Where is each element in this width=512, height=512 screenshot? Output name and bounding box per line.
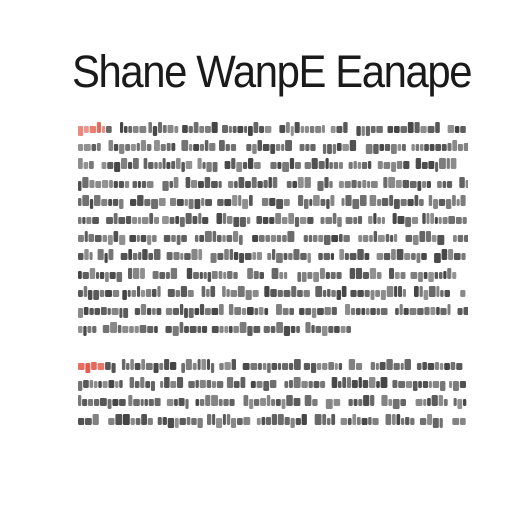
word-glyphs [78,217,99,224]
word-glyphs [243,359,301,373]
word-glyphs [270,158,301,172]
word-glyphs [332,377,388,388]
word-glyphs [417,362,463,370]
text-line [78,137,468,155]
word-glyphs [392,380,445,391]
word-glyphs [128,395,160,406]
word-glyphs [315,286,346,300]
word-glyphs [186,177,222,188]
word-glyphs [297,268,341,282]
word-glyphs [181,359,214,373]
word-glyphs [366,144,406,154]
text-line [78,228,468,246]
word-glyphs [305,158,343,169]
word-glyphs [377,249,427,263]
word-glyphs [78,395,126,409]
word-glyphs [148,122,178,136]
word-glyphs [202,286,215,297]
word-glyphs [389,268,406,279]
word-glyphs [135,304,162,315]
word-glyphs [182,122,218,133]
word-glyphs [181,140,215,151]
word-glyphs [228,177,277,188]
word-glyphs [420,414,443,428]
word-glyphs [222,122,271,136]
word-glyphs [187,268,238,282]
word-glyphs [370,195,424,209]
text-line [78,174,468,192]
word-glyphs [395,304,450,315]
word-glyphs [154,140,175,151]
word-glyphs [279,122,325,136]
word-glyphs [78,380,123,391]
word-glyphs [78,249,93,260]
word-glyphs [222,286,259,300]
word-glyphs [346,216,363,224]
word-glyphs [339,180,378,188]
word-glyphs [98,249,114,263]
word-glyphs [219,140,236,151]
word-glyphs [304,234,350,245]
paragraph-1 [78,119,468,337]
word-glyphs [422,213,467,224]
word-glyphs [272,268,288,279]
word-glyphs [460,290,465,297]
word-glyphs [78,268,122,282]
word-glyphs [130,377,155,391]
word-glyphs [121,249,161,260]
word-glyphs [166,322,208,336]
word-glyphs [133,181,154,188]
text-line [78,192,468,210]
word-glyphs [414,286,450,300]
word-glyphs [349,359,362,370]
word-glyphs [219,359,236,370]
word-glyphs [378,161,410,172]
word-glyphs [166,304,224,318]
word-glyphs [406,231,445,245]
word-glyphs [229,304,268,315]
text-line [78,392,468,410]
word-glyphs [252,231,294,242]
word-glyphs [299,307,337,318]
word-glyphs [267,249,311,263]
word-glyphs [448,125,466,133]
word-glyphs [411,140,468,151]
word-glyphs [251,380,277,391]
word-glyphs [368,213,385,224]
word-glyphs [459,177,468,188]
word-glyphs [341,414,379,425]
text-line [78,210,468,228]
word-glyphs [350,268,382,279]
word-glyphs [383,177,431,191]
word-glyphs [196,395,235,406]
word-glyphs [331,122,348,133]
word-glyphs [262,198,290,209]
word-glyphs [315,414,335,425]
word-glyphs [350,286,406,300]
word-glyphs [305,322,351,336]
document-title: Shane WanpE Eanape [72,46,472,97]
word-glyphs [78,326,96,336]
word-glyphs [122,286,160,300]
text-line [78,374,468,392]
word-glyphs [128,268,145,279]
text-line [78,301,468,319]
word-glyphs [78,143,101,151]
word-glyphs [304,362,342,373]
word-glyphs [168,286,194,297]
word-glyphs [78,195,124,209]
word-glyphs [162,177,178,191]
word-glyphs [78,177,129,191]
word-glyphs [78,362,116,373]
word-glyphs [164,235,187,245]
word-glyphs [256,213,313,227]
word-glyphs [122,359,176,373]
word-glyphs [287,177,311,188]
word-glyphs [195,231,243,245]
word-glyphs [153,268,178,279]
word-glyphs [78,231,125,245]
word-glyphs [130,195,166,209]
word-glyphs [326,399,340,409]
text-line [78,246,468,264]
word-glyphs [454,398,467,409]
word-glyphs [305,395,318,406]
word-glyphs [276,304,294,315]
word-glyphs [356,126,383,136]
word-glyphs [371,359,411,370]
word-glyphs [449,381,466,391]
word-glyphs [452,418,465,425]
word-glyphs [411,268,457,282]
word-glyphs [342,195,367,209]
word-glyphs [102,158,139,172]
word-glyphs [381,395,406,409]
paragraph-2 [78,356,468,429]
word-glyphs [207,414,250,428]
word-glyphs [246,140,292,154]
text-line [78,155,468,173]
word-glyphs [453,235,468,242]
word-glyphs [416,158,457,172]
word-glyphs [227,377,245,388]
word-glyphs [160,377,183,388]
text-line [78,265,468,283]
word-glyphs [358,231,397,242]
word-glyphs [317,177,332,191]
word-glyphs [78,307,128,318]
word-glyphs [144,158,193,172]
word-glyphs [321,213,342,227]
word-glyphs [416,395,448,406]
word-glyphs [388,122,440,133]
word-glyphs [349,161,372,169]
word-glyphs [225,158,261,172]
word-glyphs [349,395,375,406]
word-glyphs [393,213,418,227]
word-glyphs [434,249,466,263]
word-glyphs [167,398,189,409]
word-glyphs [162,213,208,227]
text-line [78,119,468,137]
word-glyphs [386,414,415,425]
word-glyphs [458,307,469,315]
word-glyphs [198,158,218,172]
word-glyphs [217,213,251,227]
word-glyphs [78,286,119,300]
word-glyphs [167,249,203,260]
word-glyphs [217,195,253,209]
word-glyphs [264,286,310,297]
text-line [78,319,468,337]
word-glyphs [247,268,264,279]
word-glyphs [244,395,301,409]
word-glyphs [108,414,153,425]
word-glyphs [106,213,159,224]
word-glyphs [109,140,152,154]
word-glyphs [437,181,452,188]
word-glyphs [103,322,158,333]
text-line [78,411,468,429]
word-glyphs [429,195,466,209]
word-glyphs [339,249,369,260]
word-glyphs [264,322,300,336]
word-glyphs [158,417,203,428]
word-glyphs [78,414,99,425]
word-glyphs [211,249,263,263]
word-glyphs [257,414,307,428]
word-glyphs [212,322,260,336]
word-glyphs [300,144,316,151]
word-glyphs [284,377,325,388]
word-glyphs [129,235,156,245]
word-glyphs [323,140,356,154]
word-glyphs [170,198,212,209]
word-glyphs [78,158,94,169]
text-line [78,356,468,374]
word-glyphs [345,304,388,315]
word-glyphs [120,122,146,133]
text-line [78,283,468,301]
word-glyphs [78,122,112,136]
word-glyphs [188,380,223,388]
word-glyphs [318,253,334,260]
word-glyphs [298,195,334,209]
